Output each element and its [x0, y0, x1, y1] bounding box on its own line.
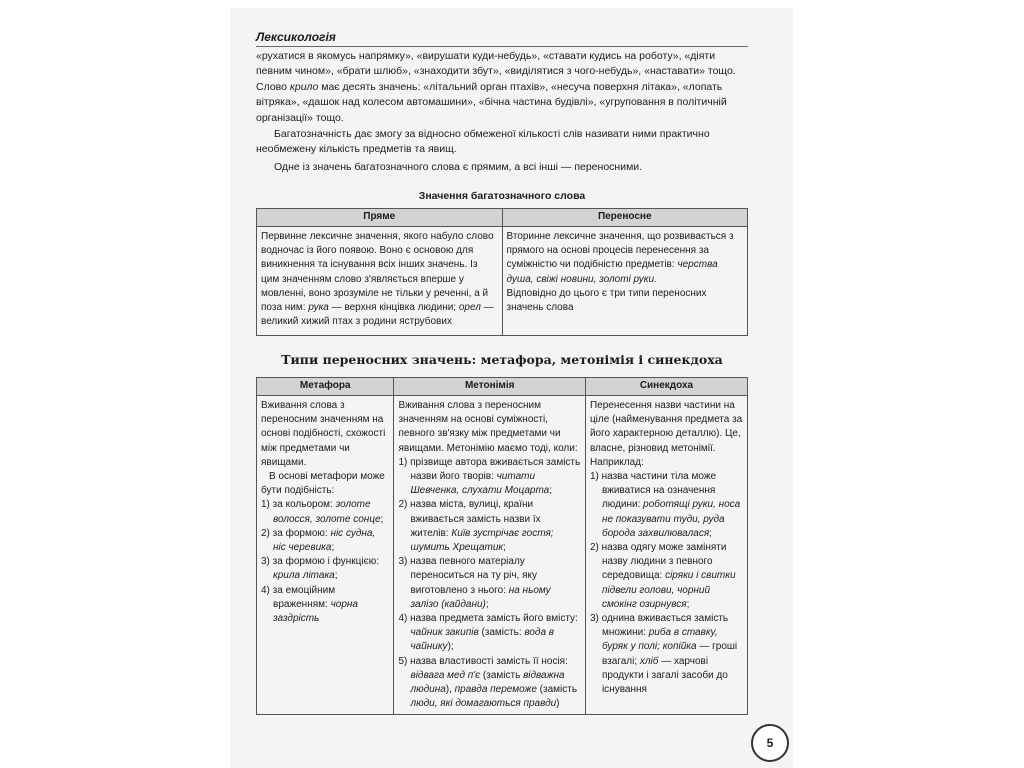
metonymy-item: 4) назва предмета замість його вмісту: чайник закипів (замість: вода в чайнику);: [398, 613, 578, 653]
cell-metonymy: Вживання слова з переносним значенням на основі суміжності, певного зв'язку між предметами чи явищами. Метонімію маємо тоді, коли: 1) прізвище автора вживається замість назви його творів: читати Шевченка, слухати Моцарта; 2) назва міста, вулиці, країни вживається замість назви їх жителів: Київ зустрічає гостя; шумить Хрещатик; 3) назва певного матеріалу переноситься на ту річ, яку виготовлено з нього: на ньому залізо (кайдани); 4) назва предмета замість його вмісту: чайник закипів (замість: вода в чайнику); 5) назва властивості замість її носія: відвага мед п'є (замість відважна людина), правда переможе (замість люди, які домагаються правди): [394, 396, 585, 715]
header-title: Лексикологія: [256, 30, 336, 44]
table1-caption: Значення багатозначного слова: [418, 190, 586, 202]
page-header: [256, 28, 748, 47]
metaphor-item: 3) за формою і функцією: крила літака;: [261, 556, 380, 582]
synecdoche-item: 3) однина вживається замість множини: риба в ставку, буряк у полі; копійка — гроші взагалі; хліб — харчові продукти і загалі засоби до існування: [589, 613, 738, 696]
cell-synecdoche: Перенесення назви частини на ціле (найменування предмета за його характерною деталлю). Це, власне, різновид метонімії. Наприклад: 1) назва частини тіла може вживатися на означення людини: роботящі руки, носа не показувати туди, руда борода захвилювалася; 2) назва одягу може заміняти назву людини з певного середовища: сіряки і свитки підвели голови, чорний смокінг озирнувся; 3) однина вживається замість множини: риба в ставку, буряк у полі; копійка — гроші взагалі; хліб — харчові продукти і загалі засоби до існування: [585, 396, 747, 715]
paragraph-direct-figurative: Одне із значень багатозначного слова є прямим, а всі інші — переносними.: [274, 161, 643, 173]
figurative-types-table: [256, 377, 748, 715]
table1-cell-direct: Первинне лексичне значення, якого набуло слово водночас із його появою. Воно є основою для виникнення та існування всіх інших значень. Із цим значенням слово з'являється вперше у мовленні, воно зрозуміле не тільки у реченні, а й поза ним: рука — верхня кінцівка людини; орел — великий хижий птах з родини яструбових: [257, 227, 503, 336]
intro-paragraph: «рухатися в якомусь напрямку», «вирушати куди-небудь», «ставати кудись на роботу», «діяти певним чином», «брати шлюб», «знаходити збут», «виділятися з чого-небудь», «наставати» тощо. Слово крило має десять значень: «літальний орган птахів», «несуча поверхня літака», «лопать вітряка», «дашок над колесом автомашини», «бічна частина будівлі», «угруповання в політичній організації» тощо.: [256, 50, 736, 124]
page-number: 5: [751, 724, 789, 762]
metonymy-item: 2) назва міста, вулиці, країни вживається замість назви їх жителів: Київ зустрічає гостя; шумить Хрещатик;: [398, 499, 554, 554]
table2-header-metaphor: Метафора: [257, 378, 394, 396]
section-title: Типи переносних значень: метафора, метонімія і синекдоха: [281, 352, 723, 367]
table1-header-direct: Пряме: [257, 209, 503, 227]
table2-header-synecdoche: Синекдоха: [585, 378, 747, 396]
table2-header-metonymy: Метонімія: [394, 378, 585, 396]
synecdoche-item: 1) назва частини тіла може вживатися на означення людини: роботящі руки, носа не показувати туди, руда борода захвилювалася;: [589, 471, 741, 539]
metonymy-item: 1) прізвище автора вживається замість назви його творів: читати Шевченка, слухати Моцарта;: [398, 456, 581, 497]
metaphor-item: 1) за кольором: золоте волосся, золоте сонце;: [261, 499, 384, 525]
metaphor-item: 2) за формою: ніс судна, ніс черевика;: [261, 527, 376, 554]
synecdoche-item: 2) назва одягу може заміняти назву людини з певного середовища: сіряки і свитки підвели голови, чорний смокінг озирнувся;: [589, 542, 736, 610]
table1-header-figurative: Переносне: [502, 209, 748, 227]
metonymy-item: 5) назва властивості замість її носія: відвага мед п'є (замість відважна людина), правда переможе (замість люди, які домагаються правди): [398, 655, 578, 710]
table1-cell-figurative: Вторинне лексичне значення, що розвивається з прямого на основі процесів перенесення за суміжністю чи подібністю предметів: черства душа, свіжі новини, золоті руки. Відповідно до цього є три типи переносних значень слова: [502, 227, 748, 336]
metonymy-item: 3) назва певного матеріалу переноситься на ту річ, яку виготовлено з нього: на ньому залізо (кайдани);: [398, 556, 551, 610]
metaphor-item: 4) за емоційним враженням: чорна заздрість: [261, 584, 358, 625]
cell-metaphor: Вживання слова з переносним значенням на основі подібності, схожості між предметами чи явищами. В основі метафори може бути подібність: 1) за кольором: золоте волосся, золоте сонце; 2) за формою: ніс судна, ніс черевика; 3) за формою і функцією: крила літака; 4) за емоційним враженням: чорна заздрість: [257, 396, 394, 715]
paragraph-polysemy: Багатозначність дає змогу за відносно обмеженої кількості слів називати ними практично необмежену кількість предметів та явищ.: [256, 128, 710, 156]
meanings-table: [256, 208, 748, 336]
